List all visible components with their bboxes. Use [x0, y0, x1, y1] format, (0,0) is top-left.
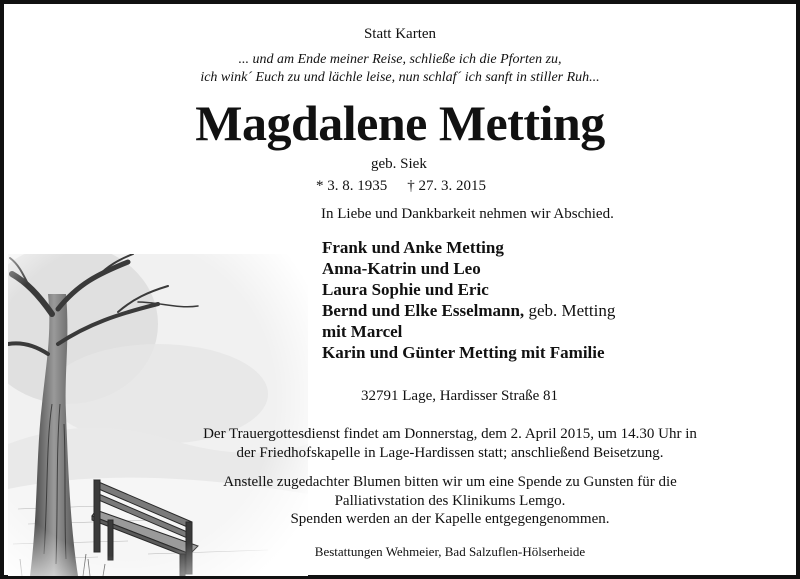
farewell-line: In Liebe und Dankbarkeit nehmen wir Abschied. [321, 206, 614, 222]
mourner-name: Bernd und Elke Esselmann, [322, 301, 525, 320]
mourner-name: mit Marcel [322, 322, 403, 341]
mourner-name: Anna-Katrin und Leo [322, 259, 481, 278]
undertaker-credit: Bestattungen Wehmeier, Bad Salzuflen-Hölserheide [314, 544, 586, 559]
mourner-line [322, 258, 481, 279]
mourner-line [322, 342, 605, 363]
mourner-line [322, 279, 489, 300]
poem-line-2: ich wink´ Euch zu und lächle leise, nun schlaf´ ich sanft in stiller Ruh... [200, 70, 600, 85]
mourner-note: geb. Metting [524, 301, 616, 320]
mourner-name: Frank und Anke Metting [322, 238, 504, 257]
mourner-line [322, 321, 402, 342]
mourner-line [322, 300, 615, 321]
birth-date: * 3. 8. 1935 [316, 178, 388, 194]
mourner-line [322, 237, 504, 258]
family-address: 32791 Lage, Hardisser Straße 81 [361, 388, 559, 404]
poem-line-1: ... und am Ende meiner Reise, schließe ich die Pforten zu, [238, 52, 562, 67]
donation-line-3: Spenden werden an der Kapelle entgegengenommen. [290, 511, 610, 527]
service-line-2: der Friedhofskapelle in Lage-Hardissen statt; anschließend Beisetzung. [236, 445, 664, 461]
statt-karten-heading: Statt Karten [363, 26, 437, 42]
donation-line-2: Palliativstation des Klinikums Lemgo. [334, 493, 566, 509]
mourner-name: Karin und Günter Metting mit Familie [322, 343, 605, 362]
maiden-name: geb. Siek [371, 156, 427, 172]
death-date: † 27. 3. 2015 [407, 178, 486, 194]
donation-line-1: Anstelle zugedachter Blumen bitten wir um eine Spende zu Gunsten für die [223, 474, 677, 490]
deceased-name: Magdalene Metting [195, 95, 605, 151]
life-dates [316, 178, 486, 195]
service-line-1: Der Trauergottesdienst findet am Donnerstag, dem 2. April 2015, um 14.30 Uhr in [203, 426, 697, 442]
mourner-name: Laura Sophie und Eric [322, 280, 489, 299]
